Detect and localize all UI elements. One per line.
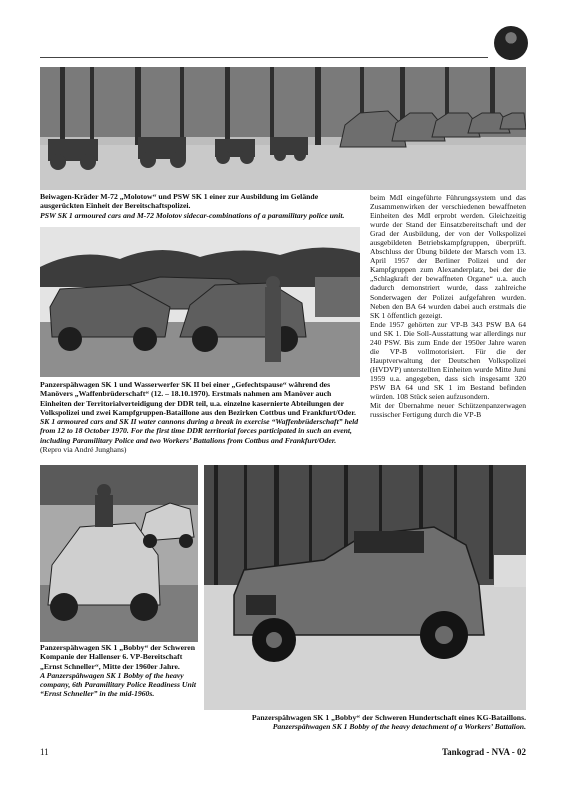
caption-german: Panzerspähwagen SK 1 „Bobby“ der Schweren Kompanie der Hallenser 6. VP-Bereitschaft „Ernst Schneller“, Mitte der 1960er Jahre.: [40, 643, 195, 671]
caption-right-photo: [204, 713, 526, 732]
paragraph: Ende 1957 gehörten zur VP-B 343 PSW BA 64 und SK 1. Die Soll-Ausstattung war allerdings nur 240 PSW. Bis zum Ende der 1950er Jahre waren die VP-B vollmotorisiert. Für die der Hauptverwaltung der Deutschen Volkspolizei (HVDVP) unterstellten Einheiten wurde Mitte Juni 1959 u.a. angegeben, dass sich insgesamt 320 PSW BA 64 und SK 1 im Bestand befinden würden. 108 Stück seien aufzusondern.: [370, 319, 526, 402]
photo-motorcycles-armoured-cars: [40, 67, 526, 190]
photo-sk1-bobby-crew: [40, 465, 198, 642]
page-number: 11: [40, 747, 49, 757]
header-rule: [40, 57, 488, 58]
caption-top-photo: [40, 192, 362, 220]
caption-english: Panzerspähwagen SK 1 Bobby of the heavy detachment of a Workers’ Battalion.: [272, 722, 526, 732]
photo-credit: (Repro via André Junghans): [40, 445, 127, 455]
photo-sk1-bobby-large: [204, 465, 526, 710]
caption-german: Beiwagen-Kräder M-72 „Molotow“ und PSW SK 1 einer zur Ausbildung im Gelände ausgerückten Einheit der Bereitschaftspolizei.: [40, 192, 319, 211]
caption-left-photo: [40, 643, 198, 699]
caption-middle-photo: [40, 380, 360, 454]
series-emblem-icon: [494, 26, 528, 60]
caption-english: SK 1 armoured cars and SK II water cannons during a break in exercise “Waffenbrüderschaft” held from 12 to 18 October 1970. For the first time DDR territorial forces participated in such an event, including Paramilitary Police and two Workers’ Battalions from Cottbus and Frankfurt/Oder.: [40, 417, 359, 445]
caption-english: PSW SK 1 armoured cars and M-72 Molotov sidecar-combinations of a paramilitary police unit.: [40, 210, 345, 220]
caption-english: A Panzerspähwagen SK 1 Bobby of the heavy company, 6th Paramilitary Police Readiness Unit “Ernst Schneller” in the mid-1960s.: [40, 670, 197, 699]
caption-german: Panzerspähwagen SK 1 und Wasserwerfer SK II bei einer „Gefechtspause“ während des Manövers „Waffenbrüderschaft“ (12. – 18.10.1970). Erstmals nahmen am Manöver auch Einheiten der Territorialverteidigung der DDR teil, u.a. einzelne kasernierte Abteilungen der Volkspolizei und zwei Kampfgruppen-Bataillone aus den Bezirken Cottbus und Frankfurt/Oder.: [40, 380, 356, 417]
photo-armoured-cars-water-cannon: [40, 227, 360, 377]
publication-title: Tankograd - NVA - 02: [441, 747, 526, 757]
paragraph: beim MdI eingeführte Führungssystem und das Zusammenwirken der verschiedenen bewaffneten Einheiten des MdI erprobt werden. Gleichzeitig wurde der Stand der Einsatzbereitschaft und der Grad der Ausbildung, der von der Volkspolizei ausgebildeten Betriebskampfgruppen, überprüft. Abschluss der Übung bildete der Marsch vom 13. April 1957 der Berliner Polizei und der Kampfgruppen zum Alexanderplatz, bei der die „Schlagkraft der bewaffneten Organe“ u.a. auch dadurch demonstriert wurde, dass zahlreiche Sonderwagen der Polizei aufgefahren wurden. Neben den BA 64 wurden dabei auch erstmals die SK 1 öffentlich gezeigt.: [370, 193, 526, 320]
paragraph: Mit der Übernahme neuer Schützenpanzerwagen russischer Fertigung durch die VP-B: [370, 401, 526, 420]
caption-german: Panzerspähwagen SK 1 „Bobby“ der Schweren Hundertschaft eines KG-Bataillons.: [251, 713, 526, 722]
body-text-column: [370, 193, 526, 419]
